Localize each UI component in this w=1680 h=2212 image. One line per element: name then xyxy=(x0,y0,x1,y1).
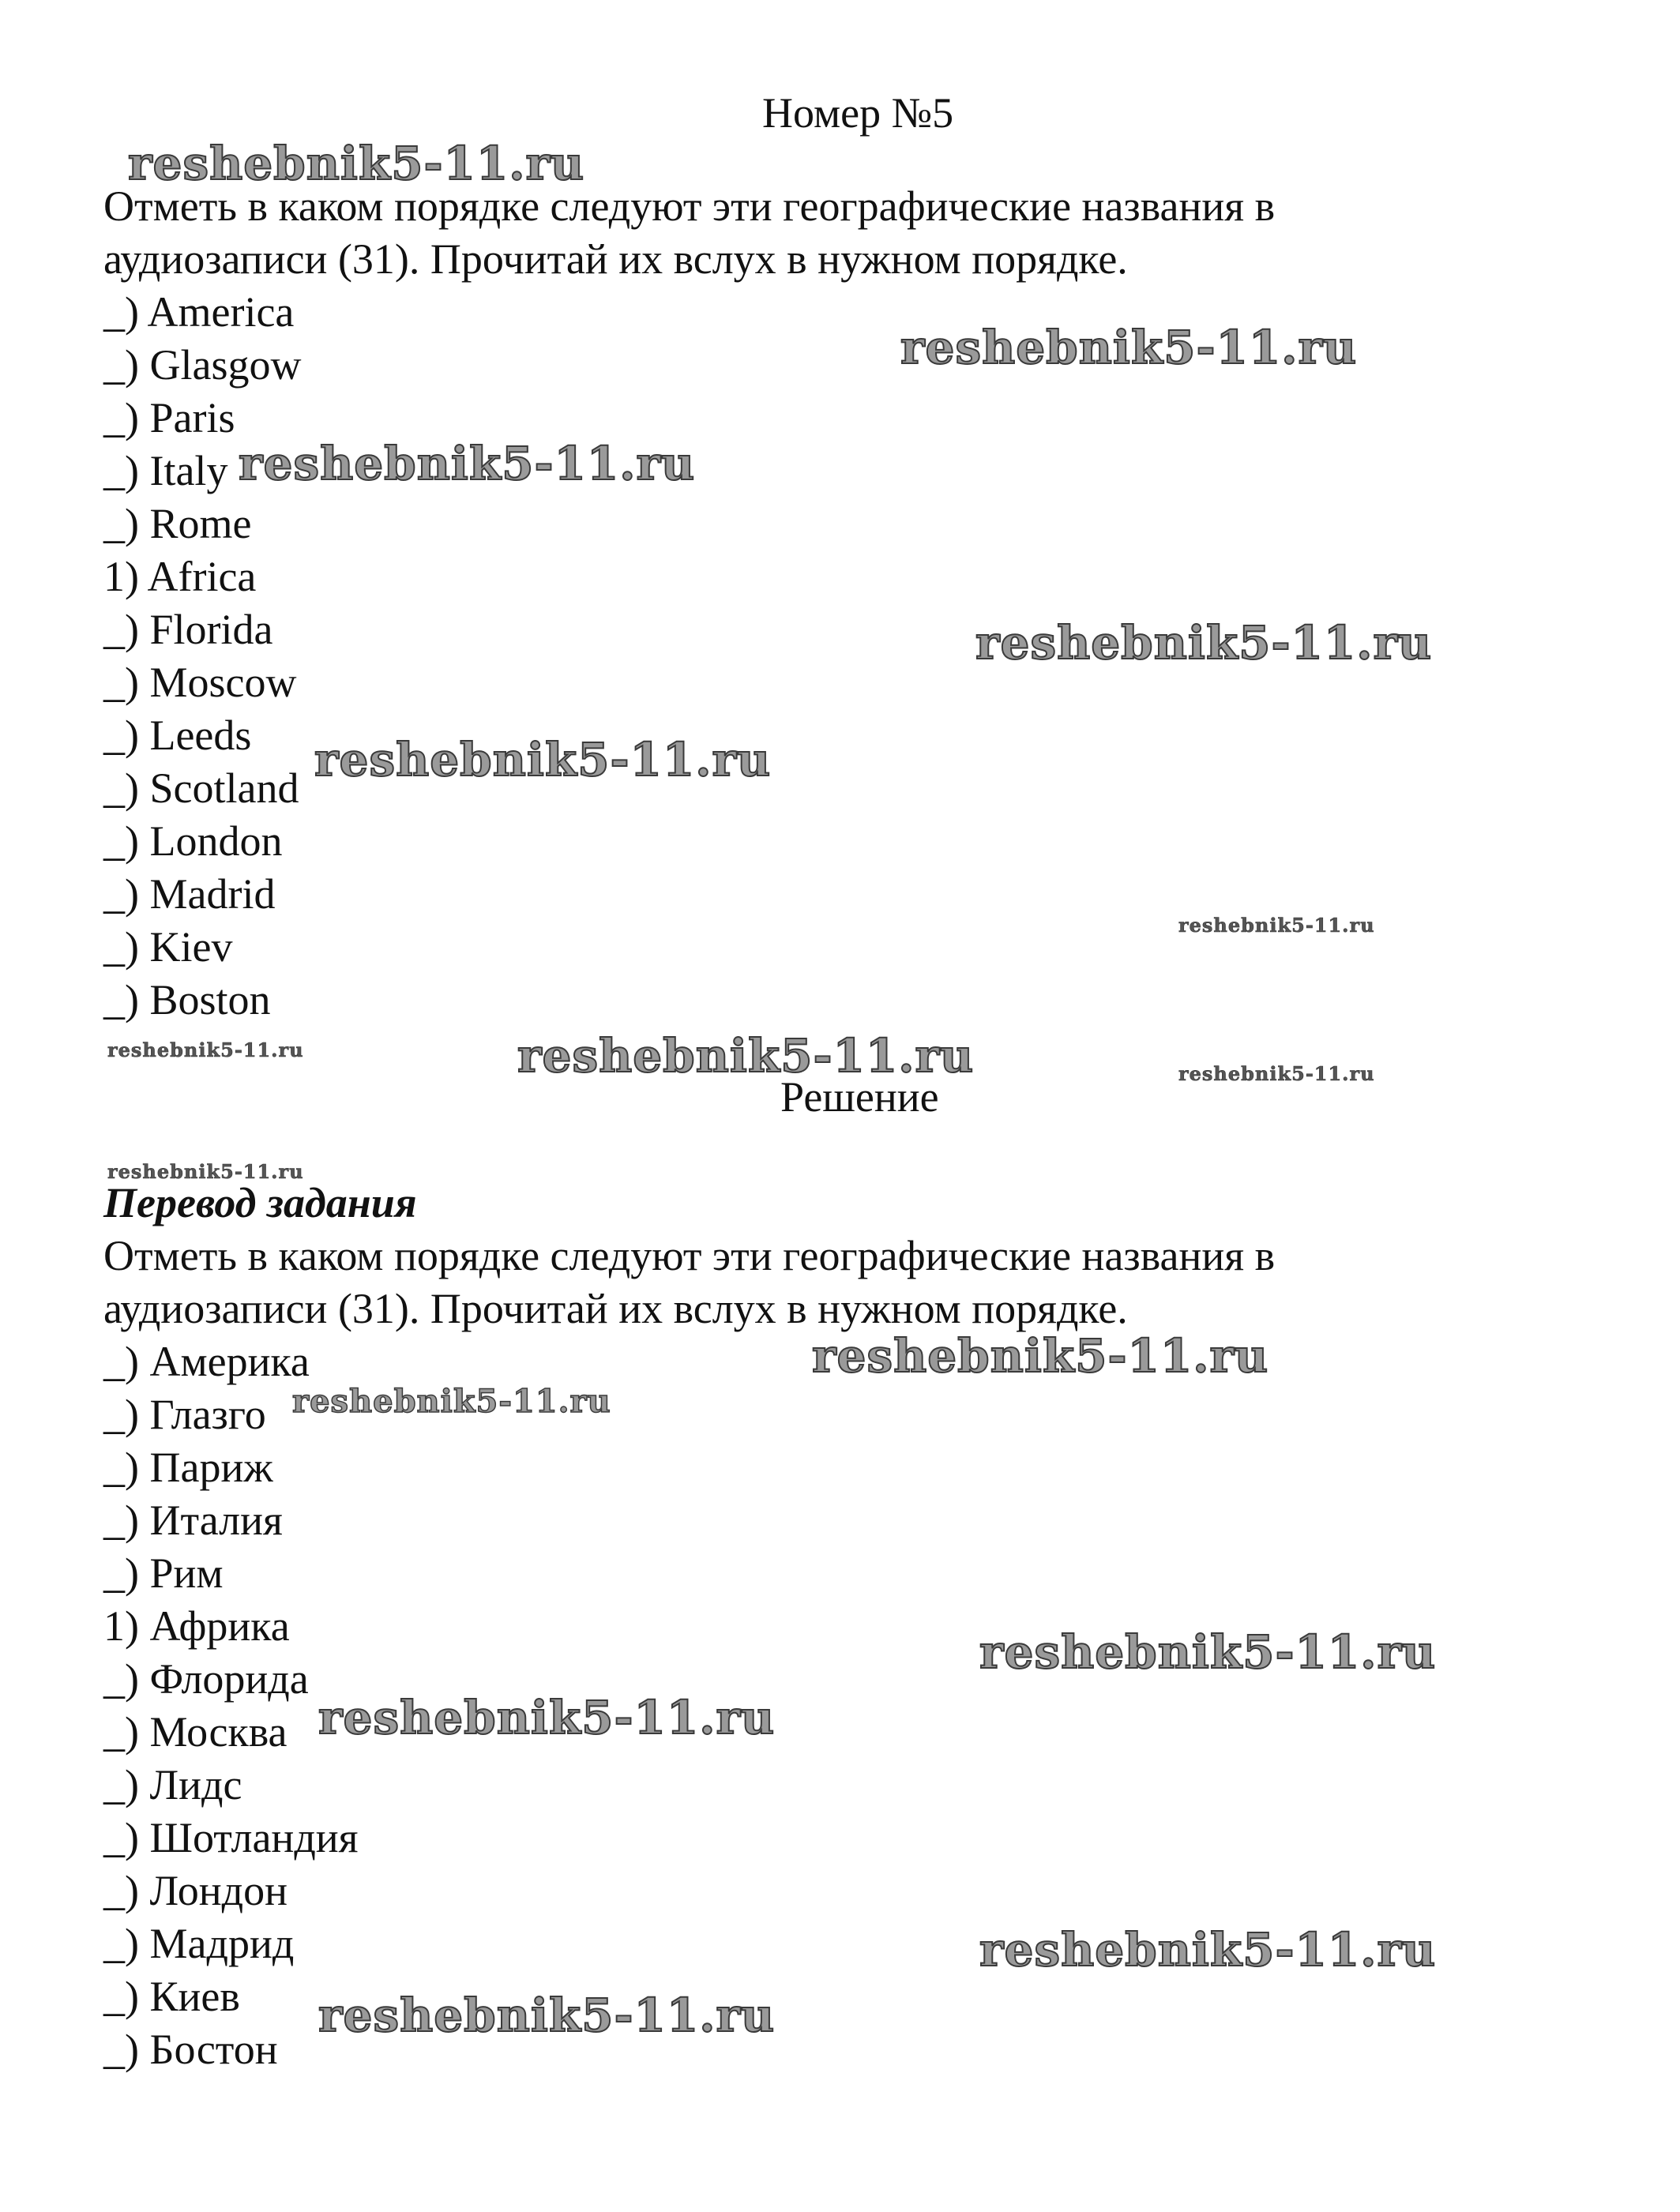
list-item: _) London xyxy=(103,817,283,865)
page-title: Номер №5 xyxy=(762,89,954,137)
translation-heading: Перевод задания xyxy=(103,1179,417,1226)
list-item: _) Scotland xyxy=(103,764,299,812)
list-item: 1) Африка xyxy=(103,1602,290,1650)
list-item: _) Florida xyxy=(103,606,273,653)
list-item: _) Лидс xyxy=(103,1761,242,1808)
watermark: reshebnik5-11.ru xyxy=(128,137,585,190)
list-item: _) Glasgow xyxy=(103,341,302,389)
list-item: _) Italy xyxy=(103,447,228,494)
list-item: _) Лондон xyxy=(103,1867,288,1914)
list-item: _) Rome xyxy=(103,500,252,547)
list-item: _) Бостон xyxy=(103,2026,278,2073)
task-text-line-1: Отметь в каком порядке следуют эти географические названия в xyxy=(103,182,1276,230)
list-item: _) Флорида xyxy=(103,1655,309,1703)
list-item: _) Киев xyxy=(103,1973,240,2020)
list-item: _) Madrid xyxy=(103,870,276,918)
translation-text-line-1: Отметь в каком порядке следуют эти географические названия в xyxy=(103,1232,1276,1279)
watermark: reshebnik5-11.ru xyxy=(517,1029,975,1083)
watermark: reshebnik5-11.ru xyxy=(975,616,1433,670)
list-item: _) Moscow xyxy=(103,659,297,706)
watermark: reshebnik5-11.ru xyxy=(1178,914,1375,937)
list-item: _) Шотландия xyxy=(103,1814,359,1861)
watermark: reshebnik5-11.ru xyxy=(107,1038,304,1061)
watermark: reshebnik5-11.ru xyxy=(318,1989,776,2042)
list-item: _) Италия xyxy=(103,1497,283,1544)
list-item: _) Москва xyxy=(103,1708,288,1756)
solution-title: Решение xyxy=(780,1073,939,1121)
watermark: reshebnik5-11.ru xyxy=(107,1160,304,1183)
watermark: reshebnik5-11.ru xyxy=(292,1383,611,1420)
list-item: _) Париж xyxy=(103,1444,273,1491)
list-item: _) Америка xyxy=(103,1338,310,1385)
watermark: reshebnik5-11.ru xyxy=(318,1691,776,1744)
list-item: _) Глазго xyxy=(103,1391,266,1438)
task-text-line-2: аудиозаписи (31). Прочитай их вслух в нужном порядке. xyxy=(103,235,1128,283)
list-item: _) Boston xyxy=(103,976,271,1023)
list-item: 1) Africa xyxy=(103,553,257,600)
list-item: _) Leeds xyxy=(103,712,252,759)
list-item: _) America xyxy=(103,288,295,336)
watermark: reshebnik5-11.ru xyxy=(812,1329,1269,1383)
watermark: reshebnik5-11.ru xyxy=(314,733,772,787)
watermark: reshebnik5-11.ru xyxy=(979,1625,1437,1679)
list-item: _) Мадрид xyxy=(103,1920,295,1967)
list-item: _) Рим xyxy=(103,1549,224,1597)
list-item: _) Kiev xyxy=(103,923,233,971)
watermark: reshebnik5-11.ru xyxy=(979,1923,1437,1977)
watermark: reshebnik5-11.ru xyxy=(1178,1062,1375,1085)
watermark: reshebnik5-11.ru xyxy=(239,437,696,490)
translation-text-line-2: аудиозаписи (31). Прочитай их вслух в нужном порядке. xyxy=(103,1285,1128,1332)
watermark: reshebnik5-11.ru xyxy=(900,321,1358,374)
list-item: _) Paris xyxy=(103,394,235,441)
